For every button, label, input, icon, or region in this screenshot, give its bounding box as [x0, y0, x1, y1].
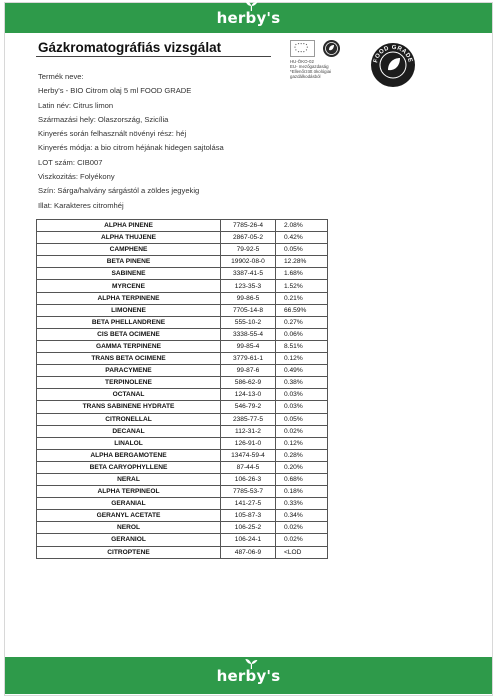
table-row: [37, 449, 328, 461]
cas-number: 87-44-5: [221, 461, 276, 473]
info-line: Herby's - BIO Citrom olaj 5 ml FOOD GRADE: [38, 86, 192, 96]
sprout-icon: [243, 659, 259, 669]
cas-number: 3779-61-1: [221, 353, 276, 365]
cas-number: 99-86-5: [221, 292, 276, 304]
cas-number: 13474-59-4: [221, 449, 276, 461]
cas-number: 105-87-3: [221, 510, 276, 522]
brand-name: herby's: [216, 666, 281, 685]
cas-number: 106-26-3: [221, 473, 276, 485]
compound-name: BETA PINENE: [37, 256, 221, 268]
compound-name: ALPHA PINENE: [37, 220, 221, 232]
info-line: Latin név: Citrus limon: [38, 100, 114, 110]
compound-name: CAMPHENE: [37, 244, 221, 256]
percent-value: 0.18%: [276, 486, 328, 498]
compound-name: TERPINOLENE: [37, 377, 221, 389]
table-row: [37, 401, 328, 413]
table-row: [37, 244, 328, 256]
percent-value: 0.03%: [276, 389, 328, 401]
table-row: [37, 304, 328, 316]
table-row: [37, 256, 328, 268]
cas-number: 586-62-9: [221, 377, 276, 389]
cas-number: 7785-53-7: [221, 486, 276, 498]
percent-value: 0.34%: [276, 510, 328, 522]
cas-number: 99-85-4: [221, 340, 276, 352]
cas-number: 124-13-0: [221, 389, 276, 401]
percent-value: 2.08%: [276, 220, 328, 232]
compound-name: CITRONELLAL: [37, 413, 221, 425]
table-row: [37, 473, 328, 485]
compound-name: GAMMA TERPINENE: [37, 340, 221, 352]
table-row: [37, 486, 328, 498]
cas-number: 2385-77-5: [221, 413, 276, 425]
table-row: [37, 232, 328, 244]
percent-value: <LOD: [276, 546, 328, 558]
percent-value: 0.33%: [276, 498, 328, 510]
percent-value: 1.52%: [276, 280, 328, 292]
cas-number: 3338-55-4: [221, 328, 276, 340]
compound-name: TRANS BETA OCIMENE: [37, 353, 221, 365]
table-row: [37, 534, 328, 546]
table-row: [37, 280, 328, 292]
compound-name: GERANIOL: [37, 534, 221, 546]
percent-value: 0.05%: [276, 244, 328, 256]
table-row: [37, 292, 328, 304]
cas-number: 487-06-9: [221, 546, 276, 558]
percent-value: 0.68%: [276, 473, 328, 485]
hungarian-organic-icon: [323, 40, 340, 57]
cas-number: 19902-08-0: [221, 256, 276, 268]
table-row: [37, 413, 328, 425]
table-row: [37, 522, 328, 534]
brand-name: herby's: [216, 9, 281, 27]
certification-text: [290, 59, 352, 79]
percent-value: 0.49%: [276, 365, 328, 377]
compound-name: TRANS SABINENE HYDRATE: [37, 401, 221, 413]
table-row: [37, 546, 328, 558]
table-row: [37, 365, 328, 377]
table-row: [37, 220, 328, 232]
info-line: Viszkozitás: Folyékony: [38, 172, 115, 182]
compound-name: ALPHA TERPINENE: [37, 292, 221, 304]
compound-name: MYRCENE: [37, 280, 221, 292]
cas-number: 141-27-5: [221, 498, 276, 510]
percent-value: 8.51%: [276, 340, 328, 352]
percent-value: 0.02%: [276, 425, 328, 437]
sprout-icon: [243, 1, 259, 11]
compound-name: NEROL: [37, 522, 221, 534]
info-line: LOT szám: CIB007: [38, 157, 103, 167]
percent-value: 0.03%: [276, 401, 328, 413]
info-line: Kinyerés módja: a bio citrom héjának hidegen sajtolása: [38, 143, 224, 153]
compound-name: SABINENE: [37, 268, 221, 280]
percent-value: 0.21%: [276, 292, 328, 304]
cas-number: 555-10-2: [221, 316, 276, 328]
percent-value: 0.27%: [276, 316, 328, 328]
table-row: [37, 268, 328, 280]
eu-organic-logo: [290, 40, 340, 90]
info-line: Szín: Sárga/halvány sárgástól a zöldes jegyekig: [38, 186, 200, 196]
cas-number: 2867-05-2: [221, 232, 276, 244]
percent-value: 0.12%: [276, 437, 328, 449]
percent-value: 0.06%: [276, 328, 328, 340]
compound-name: BETA CARYOPHYLLENE: [37, 461, 221, 473]
table-row: [37, 498, 328, 510]
certification-note: *Ellenőrzött ökológiai gazdálkodásból: [290, 69, 332, 79]
composition-table: [36, 219, 328, 559]
cas-number: 123-35-3: [221, 280, 276, 292]
table-row: [37, 353, 328, 365]
product-info: [38, 70, 224, 213]
cas-number: 7705-14-8: [221, 304, 276, 316]
info-line: Származási hely: Olaszország, Szicília: [38, 114, 169, 124]
compound-name: CITROPTENE: [37, 546, 221, 558]
table-row: [37, 389, 328, 401]
certification-code: HU-ÖKO-02: [290, 59, 314, 64]
cas-number: 7785-26-4: [221, 220, 276, 232]
info-line: Kinyerés során felhasznált növényi rész: héj: [38, 129, 187, 139]
compound-name: ALPHA THUJENE: [37, 232, 221, 244]
food-grade-text: FOOD GRADE: [373, 44, 413, 64]
table-row: [37, 461, 328, 473]
compound-name: GERANYL ACETATE: [37, 510, 221, 522]
table-row: [37, 437, 328, 449]
compound-name: CIS BETA OCIMENE: [37, 328, 221, 340]
percent-value: 0.02%: [276, 534, 328, 546]
certification-origin: EU- mezőgazdaság: [290, 64, 329, 69]
cas-number: 106-24-1: [221, 534, 276, 546]
table-row: [37, 377, 328, 389]
compound-name: LINALOL: [37, 437, 221, 449]
percent-value: 0.42%: [276, 232, 328, 244]
percent-value: 1.68%: [276, 268, 328, 280]
percent-value: 0.02%: [276, 522, 328, 534]
table-row: [37, 316, 328, 328]
percent-value: 0.28%: [276, 449, 328, 461]
percent-value: 0.05%: [276, 413, 328, 425]
table-row: [37, 340, 328, 352]
percent-value: 0.38%: [276, 377, 328, 389]
percent-value: 0.20%: [276, 461, 328, 473]
page-title: Gázkromatográfiás vizsgálat: [38, 40, 222, 55]
compound-name: LIMONENE: [37, 304, 221, 316]
table-row: [37, 328, 328, 340]
title-underline: [36, 56, 271, 57]
cas-number: 106-25-2: [221, 522, 276, 534]
cas-number: 99-87-6: [221, 365, 276, 377]
info-line: Illat: Karakteres citromhéj: [38, 200, 124, 210]
compound-name: BETA PHELLANDRENE: [37, 316, 221, 328]
compound-name: GERANIAL: [37, 498, 221, 510]
compound-name: OCTANAL: [37, 389, 221, 401]
brand-logo-footer: [217, 667, 281, 685]
footer-band: [5, 657, 492, 694]
info-line: Termék neve:: [38, 72, 84, 81]
compound-name: NERAL: [37, 473, 221, 485]
cas-number: 79-92-5: [221, 244, 276, 256]
compound-name: PARACYMENE: [37, 365, 221, 377]
percent-value: 0.12%: [276, 353, 328, 365]
food-grade-badge: [370, 42, 416, 88]
compound-name: ALPHA TERPINEOL: [37, 486, 221, 498]
percent-value: 12.28%: [276, 256, 328, 268]
cas-number: 3387-41-5: [221, 268, 276, 280]
cas-number: 126-91-0: [221, 437, 276, 449]
brand-logo: [217, 9, 281, 27]
table-row: [37, 510, 328, 522]
header-band: [5, 3, 492, 33]
eu-leaf-icon: [290, 40, 315, 57]
cas-number: 112-31-2: [221, 425, 276, 437]
compound-name: ALPHA BERGAMOTENE: [37, 449, 221, 461]
cas-number: 546-79-2: [221, 401, 276, 413]
percent-value: 66.59%: [276, 304, 328, 316]
table-row: [37, 425, 328, 437]
compound-name: DECANAL: [37, 425, 221, 437]
